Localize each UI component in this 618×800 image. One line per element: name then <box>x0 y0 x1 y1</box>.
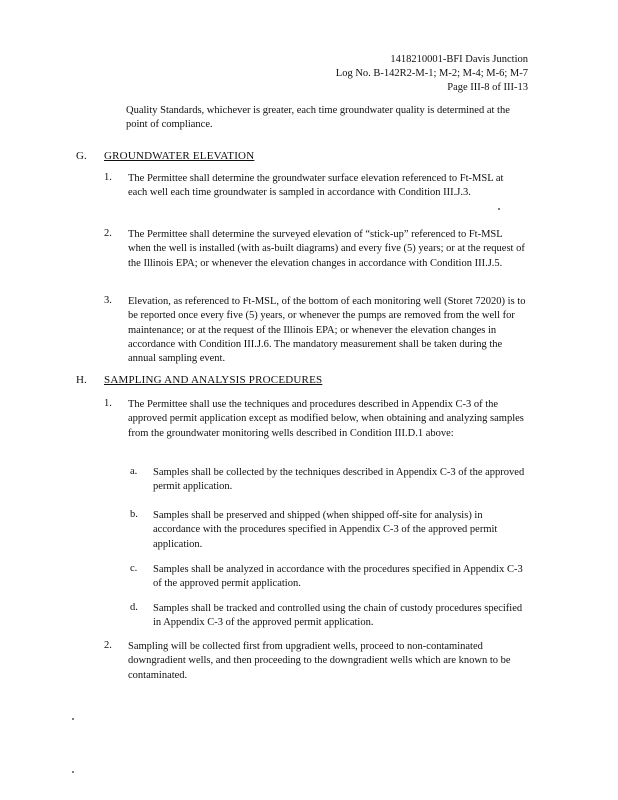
subitem-c-letter: c. <box>130 563 138 574</box>
subitem-c-text: Samples shall be analyzed in accordance with the procedures specified in Appendix C-3 of the approved permit application. <box>153 564 523 590</box>
section-h-letter: H. <box>76 374 87 386</box>
subitem-a-text: Samples shall be collected by the techniques described in Appendix C-3 of the approved permit application. <box>153 467 525 493</box>
section-g-title: GROUNDWATER ELEVATION <box>104 150 255 162</box>
scan-speck <box>498 208 500 210</box>
section-g-item-1-text: The Permittee shall determine the groundwater surface elevation referenced to Ft-MSL at each well each time groundwater is sampled in accordance with Condition III.J.3. <box>128 173 504 199</box>
header-page-number: Page III-8 of III-13 <box>447 82 528 93</box>
section-h-item-2-text: Sampling will be collected first from upgradient wells, proceed to non-contaminated downgradient wells, and then proceeding to the downgradient wells which are known to be contaminated. <box>128 641 511 681</box>
scan-speck <box>72 718 74 720</box>
subitem-d-letter: d. <box>130 602 138 613</box>
section-g-item-2-number: 2. <box>104 228 112 239</box>
header-log-number: Log No. B-142R2-M-1; M-2; M-4; M-6; M-7 <box>335 68 528 79</box>
scan-speck <box>72 771 74 773</box>
section-g-item-3-text: Elevation, as referenced to Ft-MSL, of the bottom of each monitoring well (Storet 72020) is to be reported once every five (5) years, or whenever the pumps are removed from the well for maintenance; or at the request of the Illinois EPA; or whenever the elevation changes in accordance with Condition III.J.6. The mandatory measurement shall be taken during the annual sampling event. <box>128 296 526 365</box>
section-g-letter: G. <box>76 150 87 162</box>
subitem-a-letter: a. <box>130 466 138 477</box>
section-h-item-1-text: The Permittee shall use the techniques and procedures described in Appendix C-3 of the approved permit application except as modified below, when obtaining and analyzing samples from the groundwater monitoring wells described in Condition III.D.1 above: <box>128 399 524 439</box>
section-h-item-1-number: 1. <box>104 398 112 409</box>
section-g-item-1-number: 1. <box>104 172 112 183</box>
header-permit-id: 1418210001-BFI Davis Junction <box>390 54 528 65</box>
section-g-item-2-text: The Permittee shall determine the surveyed elevation of “stick-up” referenced to Ft-MSL when the well is installed (with as-built diagrams) and every five (5) years; or at the request of the Illinois EPA; or whenever the elevation changes in accordance with Condition III.J.5. <box>128 229 525 269</box>
subitem-b-text: Samples shall be preserved and shipped (when shipped off-site for analysis) in accordance with the procedures specified in Appendix C-3 of the approved permit application. <box>153 510 498 550</box>
section-h-title: SAMPLING AND ANALYSIS PROCEDURES <box>104 374 323 386</box>
section-g-item-3-number: 3. <box>104 295 112 306</box>
continuation-paragraph: Quality Standards, whichever is greater, each time groundwater quality is determined at the point of compliance. <box>126 105 510 131</box>
subitem-b-letter: b. <box>130 509 138 520</box>
subitem-d-text: Samples shall be tracked and controlled using the chain of custody procedures specified in Appendix C-3 of the approved permit application. <box>153 603 523 629</box>
section-h-item-2-number: 2. <box>104 640 112 651</box>
